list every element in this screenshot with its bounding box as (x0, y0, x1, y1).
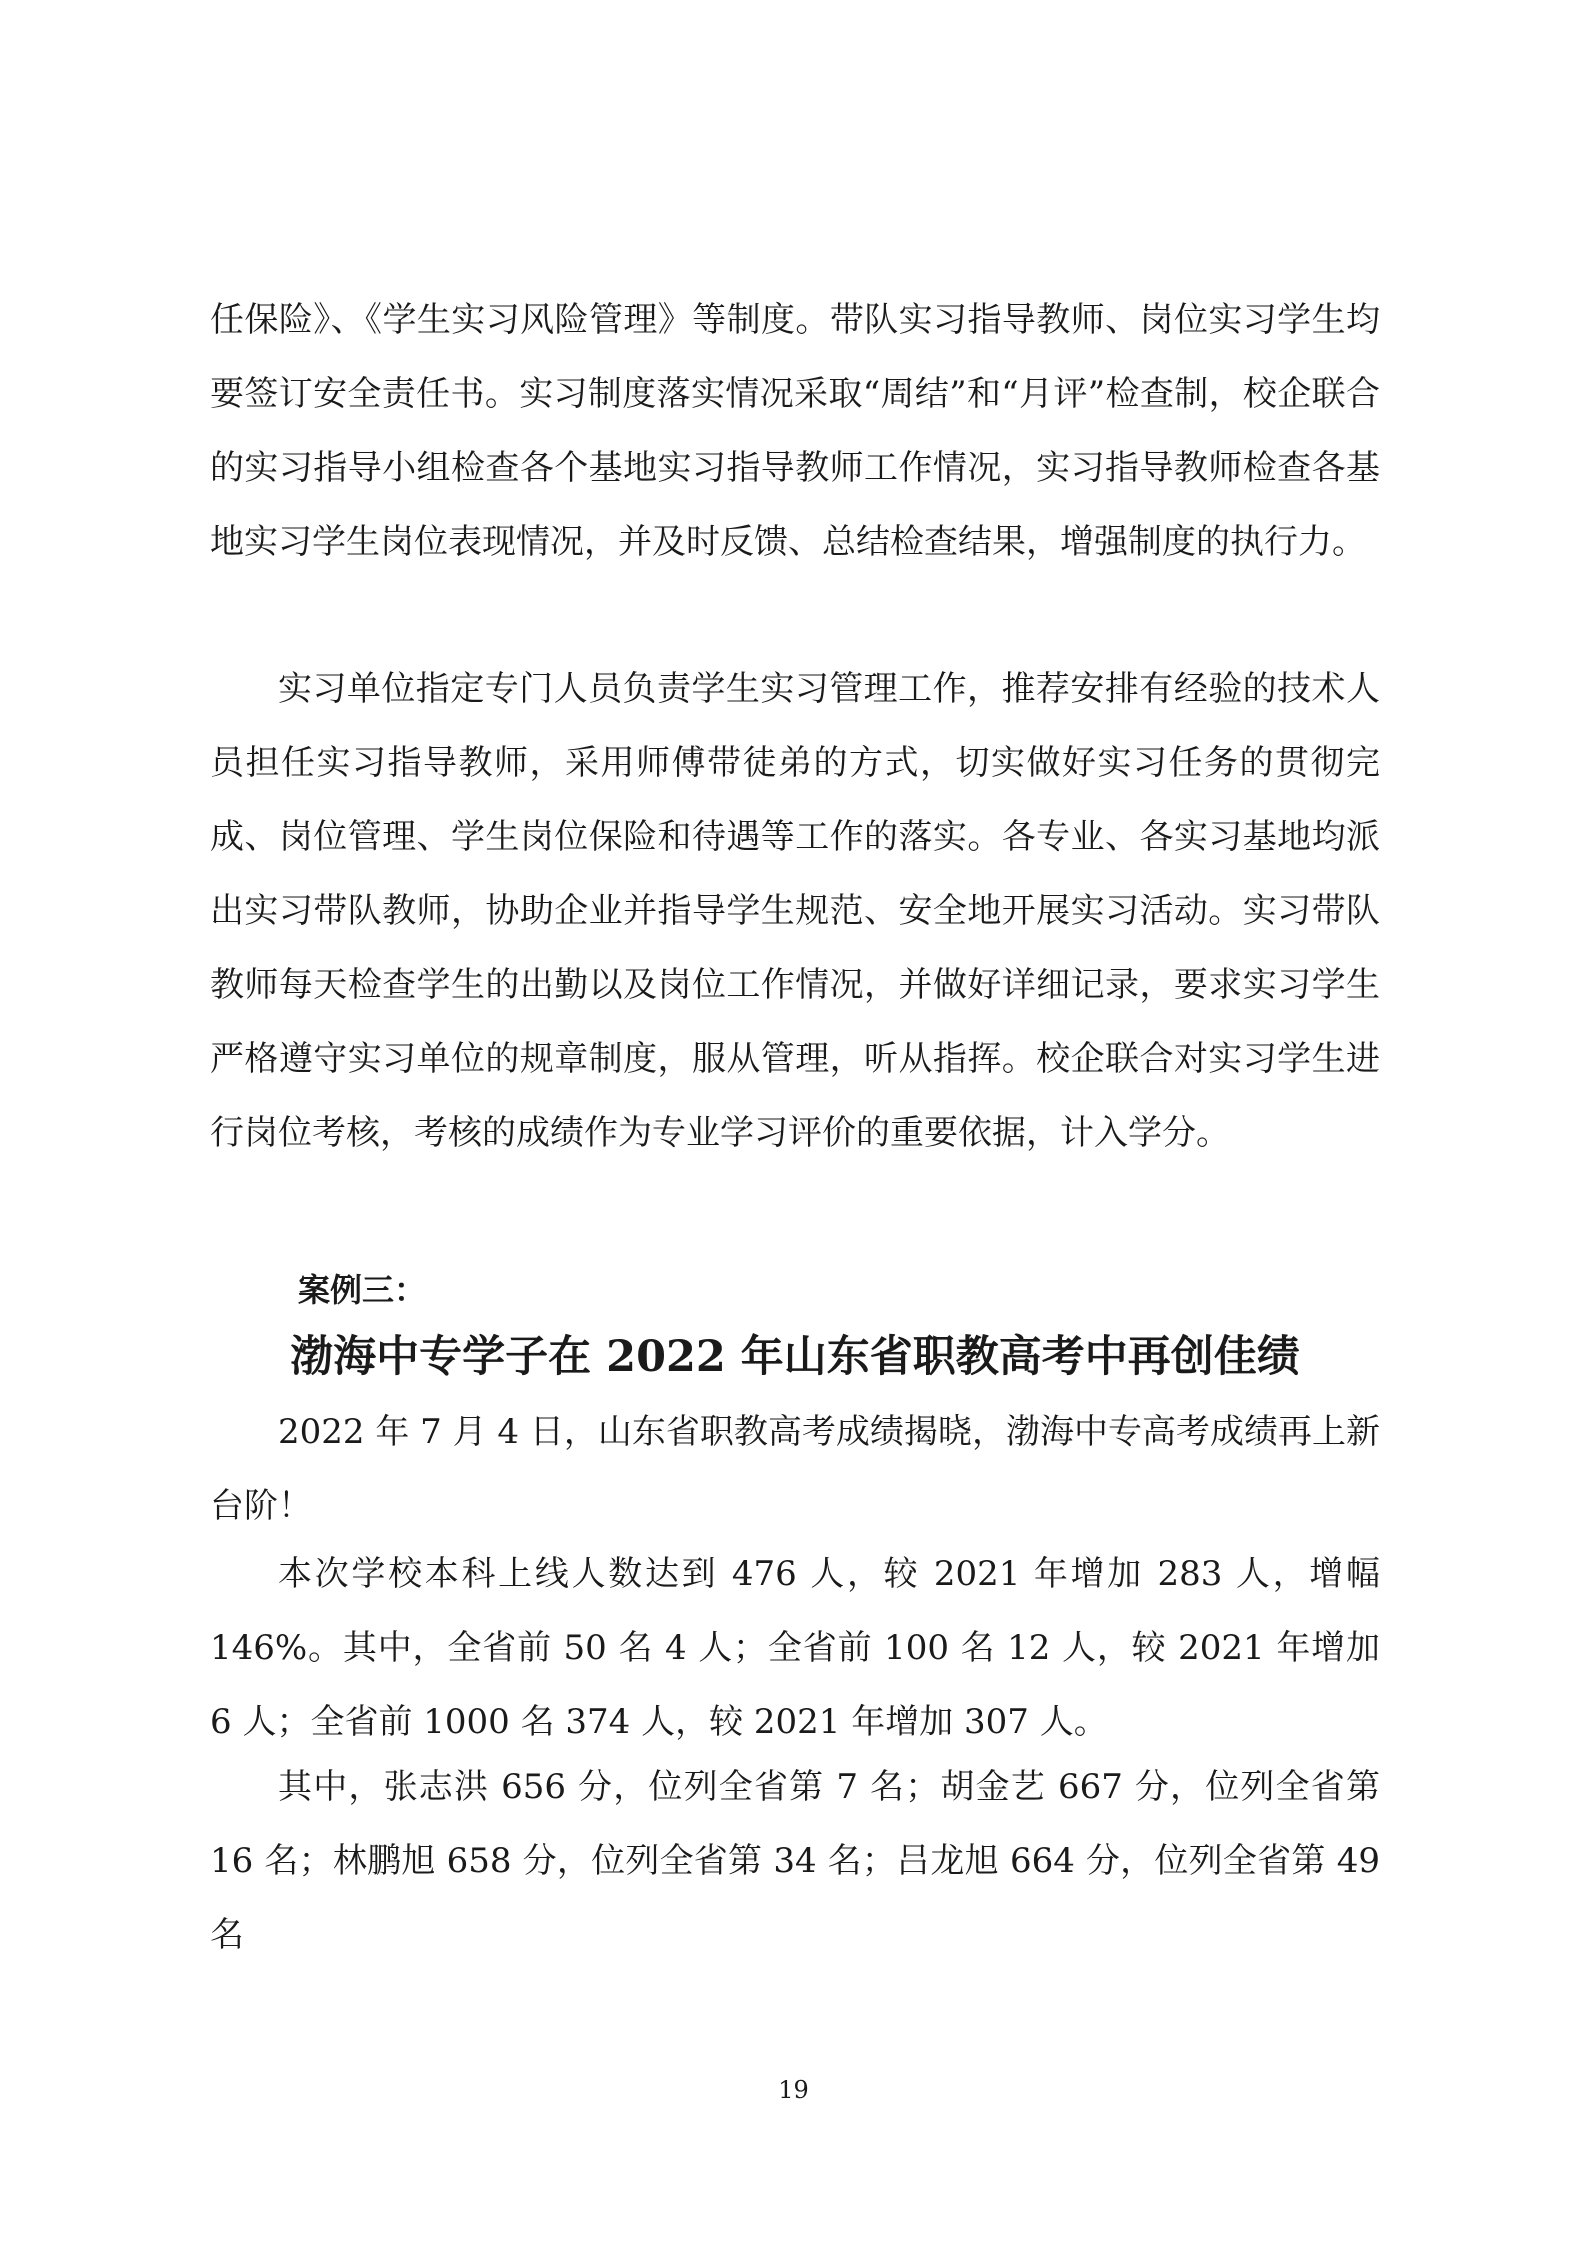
paragraph-internship-system: 任保险》、《学生实习风险管理》等制度。带队实习指导教师、岗位实习学生均要签订安全责任书。实习制度落实情况采取“周结”和“月评”检查制，校企联合的实习指导小组检查各个基地实习指导教师工作情况，实习指导教师检查各基地实习学生岗位表现情况，并及时反馈、总结检查结果，增强制度的执行力。 (210, 300, 1380, 562)
case-title: 渤海中专学子在 2022 年山东省职教高考中再创佳绩 (290, 1332, 1300, 1382)
case-label: 案例三： (298, 1271, 427, 1309)
paragraph-exam-announcement: 2022 年 7 月 4 日，山东省职教高考成绩揭晓，渤海中专高考成绩再上新台阶！ (210, 1412, 1380, 1526)
paragraph-exam-statistics: 本次学校本科上线人数达到 476 人，较 2021 年增加 283 人，增幅 146%。其中，全省前 50 名 4 人；全省前 100 名 12 人，较 2021 年增加 6 人；全省前 1000 名 374 人，较 2021 年增加 307 人。 (210, 1554, 1380, 1742)
paragraph-internship-management: 实习单位指定专门人员负责学生实习管理工作，推荐安排有经验的技术人员担任实习指导教师，采用师傅带徒弟的方式，切实做好实习任务的贯彻完成、岗位管理、学生岗位保险和待遇等工作的落实。各专业、各实习基地均派出实习带队教师，协助企业并指导学生规范、安全地开展实习活动。实习带队教师每天检查学生的出勤以及岗位工作情况，并做好详细记录，要求实习学生严格遵守实习单位的规章制度，服从管理，听从指挥。校企联合对实习学生进行岗位考核，考核的成绩作为专业学习评价的重要依据，计入学分。 (210, 669, 1380, 1153)
page-number: 19 (778, 2076, 809, 2104)
paragraph-top-students: 其中，张志洪 656 分，位列全省第 7 名；胡金艺 667 分，位列全省第 16 名；林鹏旭 658 分，位列全省第 34 名；吕龙旭 664 分，位列全省第 49 名 (210, 1767, 1380, 1955)
